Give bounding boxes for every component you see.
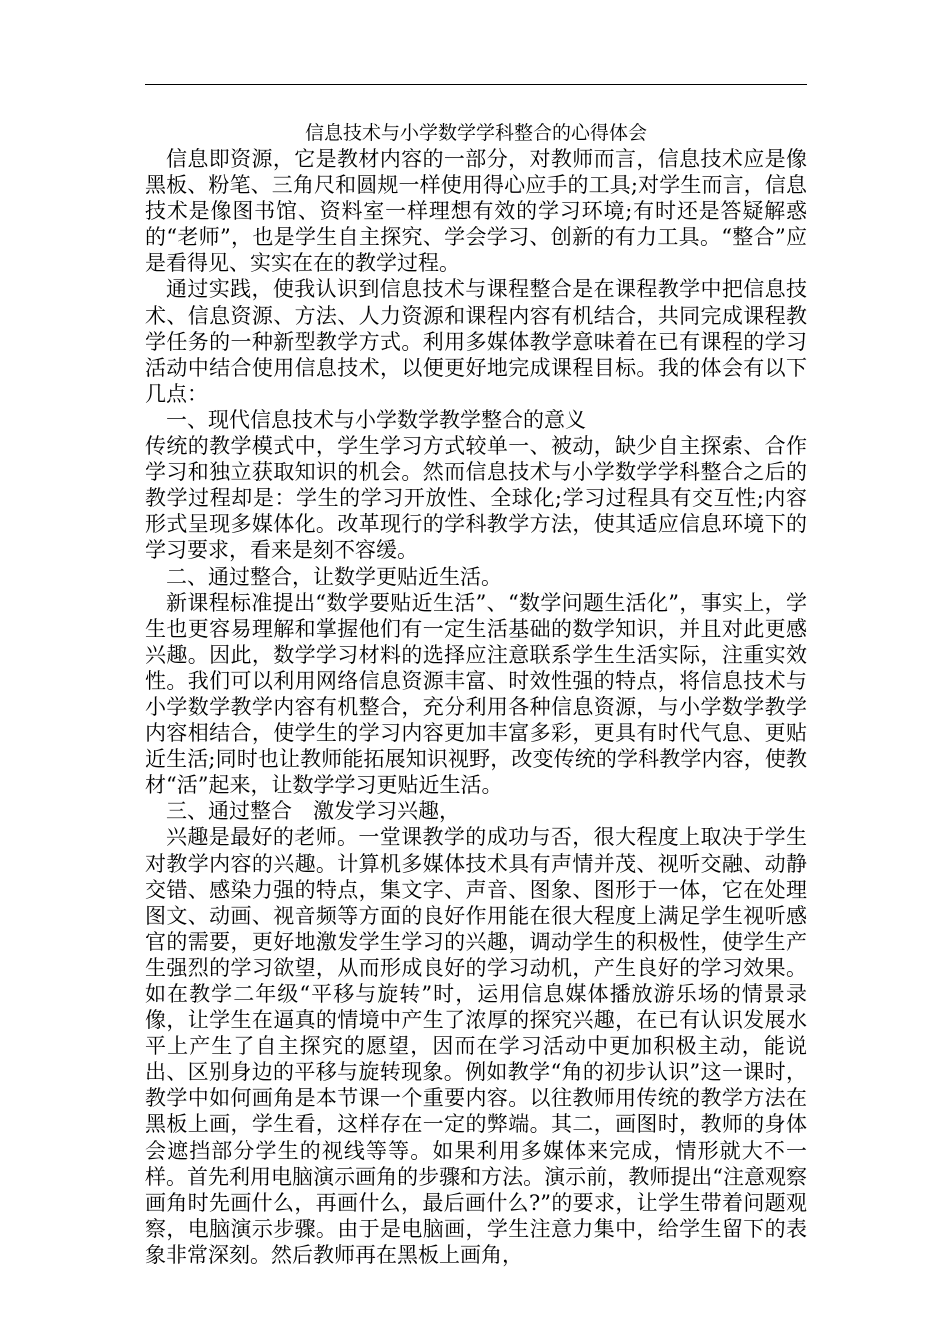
paragraph-practice: 通过实践，使我认识到信息技术与课程整合是在课程教学中把信息技术、信息资源、方法、人力资源和课程内容有机结合，共同完成课程教学任务的一种新型教学方式。利用多媒体教学意味着在已有课程的学习活动中结合使用信息技术，以便更好地完成课程目标。我的体会有以下几点： bbox=[145, 277, 807, 406]
section-heading-2: 二、通过整合，让数学更贴近生活。 bbox=[166, 564, 502, 589]
document-body bbox=[145, 120, 807, 1268]
section-heading-3: 三、通过整合 激发学习兴趣， bbox=[166, 799, 460, 824]
section-heading-1: 一、现代信息技术与小学数学教学整合的意义 bbox=[166, 407, 586, 432]
paragraph-interest: 兴趣是最好的老师。一堂课教学的成功与否，很大程度上取决于学生对教学内容的兴趣。计算机多媒体技术具有声情并茂、视听交融、动静交错、感染力强的特点，集文字、声音、图象、图形于一体，它在处理图文、动画、视音频等方面的良好作用能在很大程度上满足学生视听感官的需要，更好地激发学生学习的兴趣，调动学生的积极性，使学生产生强烈的学习欲望，从而形成良好的学习动机，产生良好的学习效果。如在教学二年级“平移与旋转”时，运用信息媒体播放游乐场的情景录像，让学生在逼真的情境中产生了浓厚的探究兴趣，在已有认识发展水平上产生了自主探究的愿望，因而在学习活动中更加积极主动，能说出、区别身边的平移与旋转现象。例如教学“角的初步认识”这一课时，教学中如何画角是本节课一个重要内容。以往教师用传统的教学方法在黑板上画，学生看，这样存在一定的弊端。其二，画图时，教师的身体会遮挡部分学生的视线等等。如果利用多媒体来完成，情形就大不一样。首先利用电脑演示画角的步骤和方法。演示前，教师提出“注意观察画角时先画什么，再画什么，最后画什么?”的要求，让学生带着问题观察，电脑演示步骤。由于是电脑画，学生注意力集中，给学生留下的表象非常深刻。然后教师再在黑板上画角， bbox=[145, 825, 807, 1267]
header-rule bbox=[145, 84, 807, 85]
paragraph-life: 新课程标准提出“数学要贴近生活”、“数学问题生活化”，事实上，学生也更容易理解和掌握他们有一定生活基础的数学知识，并且对此更感兴趣。因此，数学学习材料的选择应注意联系学生生活实际，注重实效性。我们可以利用网络信息资源丰富、时效性强的特点，将信息技术与小学数学教学内容有机整合，充分利用各种信息资源，与小学数学教学内容相结合，使学生的学习内容更加丰富多彩，更具有时代气息、更贴近生活;同时也让教师能拓展知识视野，改变传统的学科教学内容，使教材“活”起来，让数学学习更贴近生活。 bbox=[145, 590, 807, 798]
document-title: 信息技术与小学数学学科整合的心得体会 bbox=[304, 122, 647, 144]
paragraph-intro: 信息即资源，它是教材内容的一部分，对教师而言，信息技术应是像黑板、粉笔、三角尺和圆规一样使用得心应手的工具;对学生而言，信息技术是像图书馆、资料室一样理想有效的学习环境;有时还是答疑解惑的“老师”，也是学生自主探究、学会学习、创新的有力工具。“整合”应是看得见、实实在在的教学过程。 bbox=[145, 147, 807, 276]
paragraph-traditional: 传统的教学模式中，学生学习方式较单一、被动，缺少自主探索、合作学习和独立获取知识的机会。然而信息技术与小学数学学科整合之后的教学过程却是：学生的学习开放性、全球化;学习过程具有交互性;内容形式呈现多媒体化。改革现行的学科教学方法，使其适应信息环境下的学习要求，看来是刻不容缓。 bbox=[145, 434, 807, 563]
